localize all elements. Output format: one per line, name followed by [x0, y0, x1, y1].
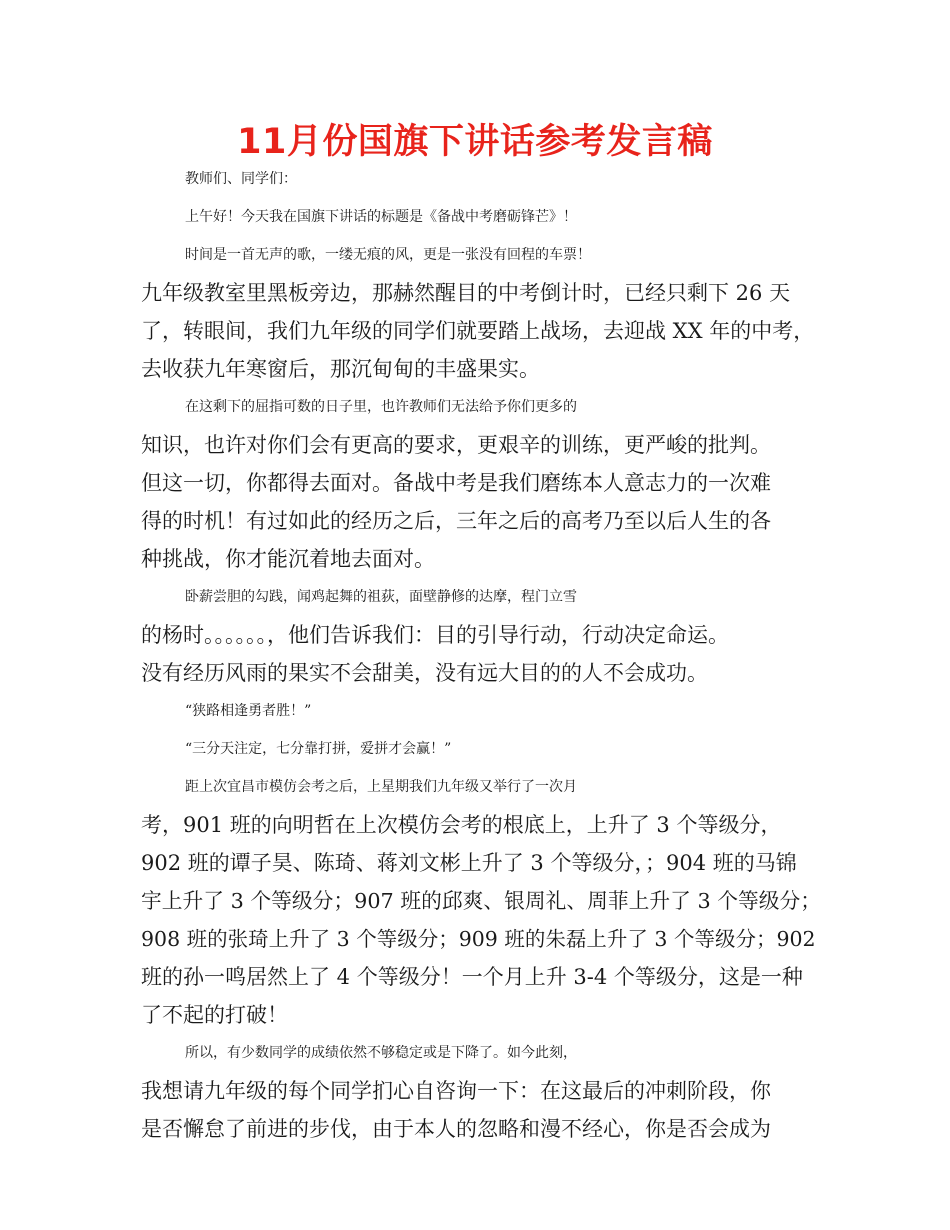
- body-line: 班的孙一鸣居然上了 4 个等级分！一个月上升 3-4 个等级分，这是一种: [141, 965, 803, 989]
- body-line: 时间是一首无声的歌，一缕无痕的风，更是一张没有回程的车票！: [185, 247, 591, 263]
- body-line: 教师们、同学们：: [185, 171, 297, 187]
- body-line: 908 班的张琦上升了 3 个等级分；909 班的朱磊上升了 3 个等级分；902: [141, 927, 816, 951]
- body-line: 902 班的谭子昊、陈琦、蒋刘文彬上升了 3 个等级分，；904 班的马锦: [141, 851, 797, 875]
- body-line: 考，901 班的向明哲在上次模仿会考的根底上，上升了 3 个等级分，: [141, 813, 782, 837]
- body-line: 是否懈怠了前进的步伐，由于本人的忽略和漫不经心，你是否会成为: [141, 1117, 771, 1141]
- document-body: [141, 160, 821, 1148]
- body-line: 了，转眼间，我们九年级的同学们就要踏上战场，去迎战 XX 年的中考，: [141, 319, 815, 343]
- body-line: 所以，有少数同学的成绩依然不够稳定或是下降了。如今此刻，: [185, 1045, 577, 1061]
- body-line: 的杨时。。。。。。，他们告诉我们：目的引导行动，行动决定命运。: [141, 623, 729, 647]
- body-line: 卧薪尝胆的勾践，闻鸡起舞的祖荻，面壁静修的达摩，程门立雪: [185, 589, 577, 605]
- body-line: 了不起的打破！: [141, 1003, 288, 1027]
- body-line: 去收获九年寒窗后，那沉甸甸的丰盛果实。: [141, 357, 540, 381]
- body-line: 得的时机！有过如此的经历之后，三年之后的高考乃至以后人生的各: [141, 509, 771, 533]
- body-line: 宇上升了 3 个等级分；907 班的邱爽、银周礼、周菲上升了 3 个等级分；: [141, 889, 821, 913]
- body-line: 上午好！今天我在国旗下讲话的标题是《备战中考磨砺锋芒》！: [185, 209, 577, 225]
- body-line: 我想请九年级的每个同学扪心自咨询一下：在这最后的冲刺阶段，你: [141, 1079, 771, 1103]
- body-line: 知识，也许对你们会有更高的要求，更艰辛的训练，更严峻的批判。: [141, 433, 771, 457]
- body-line: 在这剩下的屈指可数的日子里，也许教师们无法给予你们更多的: [185, 399, 577, 415]
- body-line: “狭路相逢勇者胜！”: [185, 703, 312, 719]
- body-line: 种挑战，你才能沉着地去面对。: [141, 547, 435, 571]
- body-line: “三分天注定，七分靠打拼，爱拼才会赢！”: [185, 741, 452, 757]
- body-line: 距上次宜昌市模仿会考之后，上星期我们九年级又举行了一次月: [185, 779, 577, 795]
- document-title: 11月份国旗下讲话参考发言稿: [237, 122, 713, 162]
- body-line: 没有经历风雨的果实不会甜美，没有远大目的的人不会成功。: [141, 661, 708, 685]
- body-line: 九年级教室里黑板旁边，那赫然醒目的中考倒计时，已经只剩下 26 天: [141, 281, 791, 305]
- body-line: 但这一切，你都得去面对。备战中考是我们磨练本人意志力的一次难: [141, 471, 771, 495]
